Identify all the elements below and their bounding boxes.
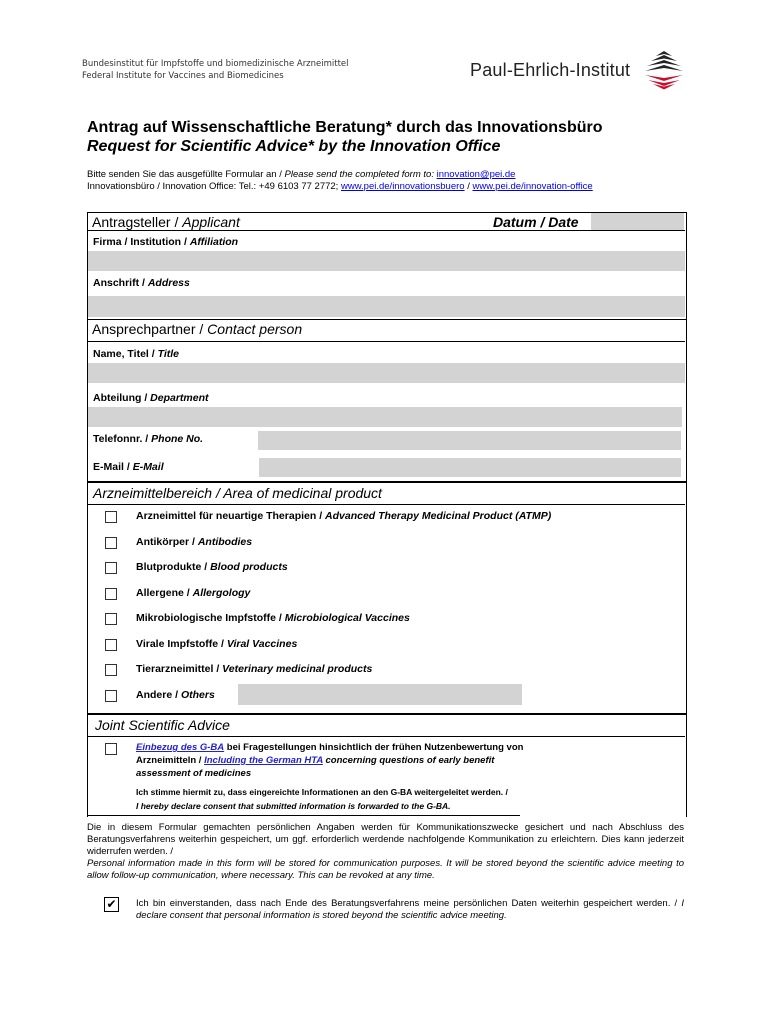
atmp-checkbox[interactable] (105, 511, 117, 523)
org-name-en: Federal Institute for Vaccines and Biomedicines (82, 71, 284, 81)
name-title-field[interactable] (88, 363, 685, 383)
checkmark-icon: ✔ (106, 897, 117, 911)
consent-text: Ich bin einverstanden, dass nach Ende des Beratungsverfahrens meine persönlichen Daten weiterhin gespeichert werden. / I declare consent that personal information is stored beyond the scientific advice meeting. (136, 898, 684, 921)
microbiological-vaccines-label: Mikrobiologische Impfstoffe / Microbiological Vaccines (136, 612, 410, 624)
veterinary-checkbox[interactable] (105, 664, 117, 676)
pei-logo-icon (642, 50, 686, 90)
hta-link[interactable]: Including the German HTA (204, 755, 323, 766)
affiliation-field[interactable] (88, 251, 685, 271)
gba-text-line-2: Arzneimitteln / Including the German HTA concerning questions of early benefit (136, 755, 495, 766)
viral-vaccines-checkbox[interactable] (105, 639, 117, 651)
gba-text-line-1: Einbezug des G-BA bei Fragestellungen hinsichtlich der frühen Nutzenbewertung von (136, 742, 524, 753)
allergology-label: Allergene / Allergology (136, 587, 251, 599)
antibodies-label: Antikörper / Antibodies (136, 536, 253, 548)
innovationsbuero-link[interactable]: www.pei.de/innovationsbuero (340, 181, 465, 192)
product-area-title: Arzneimittelbereich / Area of medicinal product (93, 485, 382, 501)
microbiological-vaccines-checkbox[interactable] (105, 613, 117, 625)
privacy-notice: Die in diesem Formular gemachten persönlichen Angaben werden für Kommunikationszwecke gesichert und nach Abschluss des Beratungsverfahrens weiterhin gespeichert, um ggf. erforderlich werdende nachfolgende Kommunikation zu erleichtern. Dies kann jederzeit widerrufen werden. / Personal information made in this form will be stored for communication purposes. It will be stored beyond the scientific advice meeting to allow follow-up communication, where necessary. This can be revoked at any time. (87, 822, 684, 881)
others-field[interactable] (238, 684, 522, 705)
page-title-en: Request for Scientific Advice* by the Innovation Office (87, 138, 501, 155)
veterinary-label: Tierarzneimittel / Veterinary medicinal products (136, 663, 373, 675)
viral-vaccines-label: Virale Impfstoffe / Viral Vaccines (136, 638, 298, 650)
others-label: Andere / Others (136, 689, 215, 701)
allergology-checkbox[interactable] (105, 588, 117, 600)
innovation-office-link[interactable]: www.pei.de/innovation-office (472, 181, 593, 192)
affiliation-label: Firma / Institution / Affiliation (93, 236, 239, 248)
atmp-label: Arzneimittel für neuartige Therapien / Advanced Therapy Medicinal Product (ATMP) (136, 510, 552, 522)
others-checkbox[interactable] (105, 690, 117, 702)
blood-products-checkbox[interactable] (105, 562, 117, 574)
gba-checkbox[interactable] (105, 743, 117, 755)
phone-field[interactable] (258, 431, 681, 450)
gba-text-line-3: assessment of medicines (136, 768, 252, 779)
gba-consent-de: Ich stimme hiermit zu, dass eingereichte Informationen an den G-BA weitergeleitet werden. / (136, 787, 508, 797)
email-field[interactable] (259, 458, 681, 477)
gba-consent-en: I hereby declare consent that submitted information is forwarded to the G-BA. (136, 801, 451, 811)
department-label: Abteilung / Department (93, 392, 209, 404)
phone-label: Telefonnr. / Phone No. (93, 433, 204, 445)
contact-title: Ansprechpartner / Contact person (92, 321, 303, 337)
date-label: Datum / Date (493, 214, 579, 230)
page-title-de: Antrag auf Wissenschaftliche Beratung* durch das Innovationsbüro (87, 119, 603, 136)
address-label: Anschrift / Address (93, 277, 190, 289)
date-field[interactable] (591, 213, 684, 230)
brand-name: Paul-Ehrlich-Institut (470, 60, 631, 80)
email-link[interactable]: innovation@pei.de (436, 169, 516, 180)
address-field[interactable] (88, 296, 685, 317)
joint-advice-title: Joint Scientific Advice (95, 717, 230, 733)
applicant-title: Antragsteller / Applicant (92, 214, 240, 230)
consent-checkbox[interactable] (104, 897, 119, 912)
antibodies-checkbox[interactable] (105, 537, 117, 549)
name-title-label: Name, Titel / Title (93, 348, 179, 360)
blood-products-label: Blutprodukte / Blood products (136, 561, 288, 573)
gba-link[interactable]: Einbezug des G-BA (136, 742, 225, 753)
intro-line-2: Innovationsbüro / Innovation Office: Tel.: +49 6103 77 2772; www.pei.de/innovationsbuero / www.pei.de/innovation-office (87, 181, 593, 192)
department-field[interactable] (88, 407, 682, 427)
intro-line-1: Bitte senden Sie das ausgefüllte Formular an / Please send the completed form to: innovation@pei.de (87, 169, 516, 180)
org-name-de: Bundesinstitut für Impfstoffe und biomedizinische Arzneimittel (82, 59, 349, 69)
email-label: E-Mail / E-Mail (93, 461, 164, 473)
